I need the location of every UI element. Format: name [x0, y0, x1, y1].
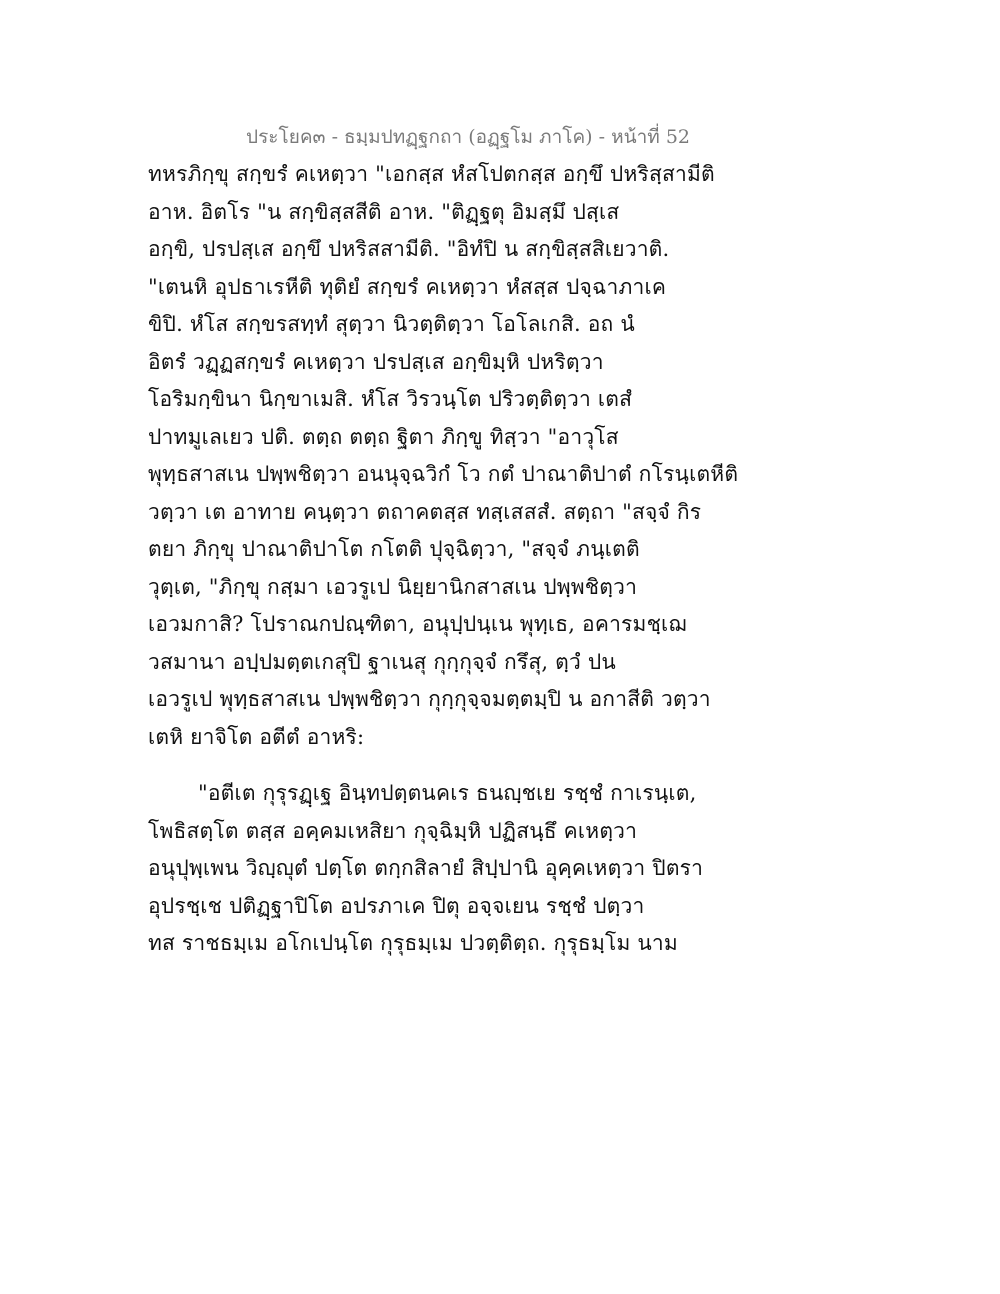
running-header: ประโยค๓ - ธมฺมปทฏฺฐกถา (อฏฺฐโม ภาโค) - หน้าที่ 52	[246, 126, 690, 148]
text-line: "อตีเต กุรุรฏฺเฐ อินฺทปตฺตนคเร ธนญฺชเย รชฺชํ กาเรนฺเต,	[198, 781, 697, 805]
text-line: อุปรชฺเช ปติฏฺฐาปิโต อปรภาเค ปิตุ อจฺจเยน รชฺชํ ปตฺวา	[148, 893, 645, 918]
text-line: ทหรภิกฺขุ สกฺขรํ คเหตฺวา "เอกสฺส หํสโปตกสฺส อกฺขึ ปหริสฺสามีติ	[148, 162, 715, 186]
text-line: ทส ราชธมฺเม อโกเปนฺโต กุรุธมฺเม ปวตฺติตฺถ. กุรุธมฺโม นาม	[148, 931, 678, 955]
text-line: "เตนหิ อุปธาเรหีติ ทุติยํ สกฺขรํ คเหตฺวา หํสสฺส ปจฺฉาภาเค	[148, 274, 667, 299]
text-line: ตยา ภิกฺขุ ปาณาติปาโต กโตติ ปุจฺฉิตฺวา, "สจฺจํ ภนฺเตติ	[148, 537, 640, 561]
body-text	[148, 156, 739, 963]
text-line: วุตฺเต, "ภิกฺขุ กสฺมา เอวรูเป นิยฺยานิกสาสเน ปพฺพชิตฺวา	[148, 574, 638, 599]
text-line: เอวรูเป พุทฺธสาสเน ปพฺพชิตฺวา กุกฺกุจฺจมตฺตมฺปิ น อกาสีติ วตฺวา	[148, 687, 711, 711]
paragraph-1	[148, 156, 739, 756]
text-line: อิตรํ วฏฺฏสกฺขรํ คเหตฺวา ปรปสฺเส อกฺขิมฺหิ ปหริตฺวา	[148, 349, 604, 374]
text-line: โพธิสตฺโต ตสฺส อคฺคมเหสิยา กุจฺฉิมฺหิ ปฏิสนฺธึ คเหตฺวา	[148, 818, 638, 843]
text-line: พุทฺธสาสเน ปพฺพชิตฺวา อนนุจฺฉวิกํ โว กตํ ปาณาติปาตํ กโรนฺเตหีติ	[148, 462, 739, 486]
text-line: อนุปุพฺเพน วิญฺญุตํ ปตฺโต ตกฺกสิลายํ สิปฺปานิ อุคฺคเหตฺวา ปิตรา	[148, 856, 704, 880]
text-line: เอวมกาสิ? โปราณกปณฺฑิตา, อนุปฺปนฺเน พุทฺเธ, อคารมชฺเฌ	[148, 612, 687, 636]
text-line: วตฺวา เต อาทาย คนฺตฺวา ตถาคตสฺส ทสฺเสสสํ. สตฺถา "สจฺจํ กิร	[148, 499, 702, 524]
text-line: อาห. อิตโร "น สกฺขิสฺสสีติ อาห. "ติฏฺฐตุ อิมสฺมึ ปสฺเส	[148, 199, 620, 224]
text-line: เตหิ ยาจิโต อตีตํ อาหริ:	[148, 724, 365, 749]
text-line: ขิปิ. หํโส สกฺขรสทฺทํ สุตฺวา นิวตฺติตฺวา โอโลเกสิ. อถ นํ	[148, 312, 635, 336]
text-line: วสมานา อปฺปมตฺตเกสุปิ ฐาเนสุ กุกฺกุจฺจํ กรึสุ, ตฺวํ ปน	[148, 649, 616, 674]
paragraph-spacer	[148, 756, 708, 775]
text-line: ปาทมูเลเยว ปติ. ตตฺถ ตตฺถ ฐิตา ภิกฺขู ทิสฺวา "อาวุโส	[148, 424, 619, 449]
text-line: อกฺขิ, ปรปสฺเส อกฺขึ ปหริสสามีติ. "อิทํปิ น สกฺขิสฺสสิเยวาติ.	[148, 237, 670, 261]
paragraph-2	[148, 775, 708, 963]
text-line: โอริมกฺขินา นิกฺขาเมสิ. หํโส วิรวนฺโต ปริวตฺติตฺวา เตสํ	[148, 387, 633, 411]
